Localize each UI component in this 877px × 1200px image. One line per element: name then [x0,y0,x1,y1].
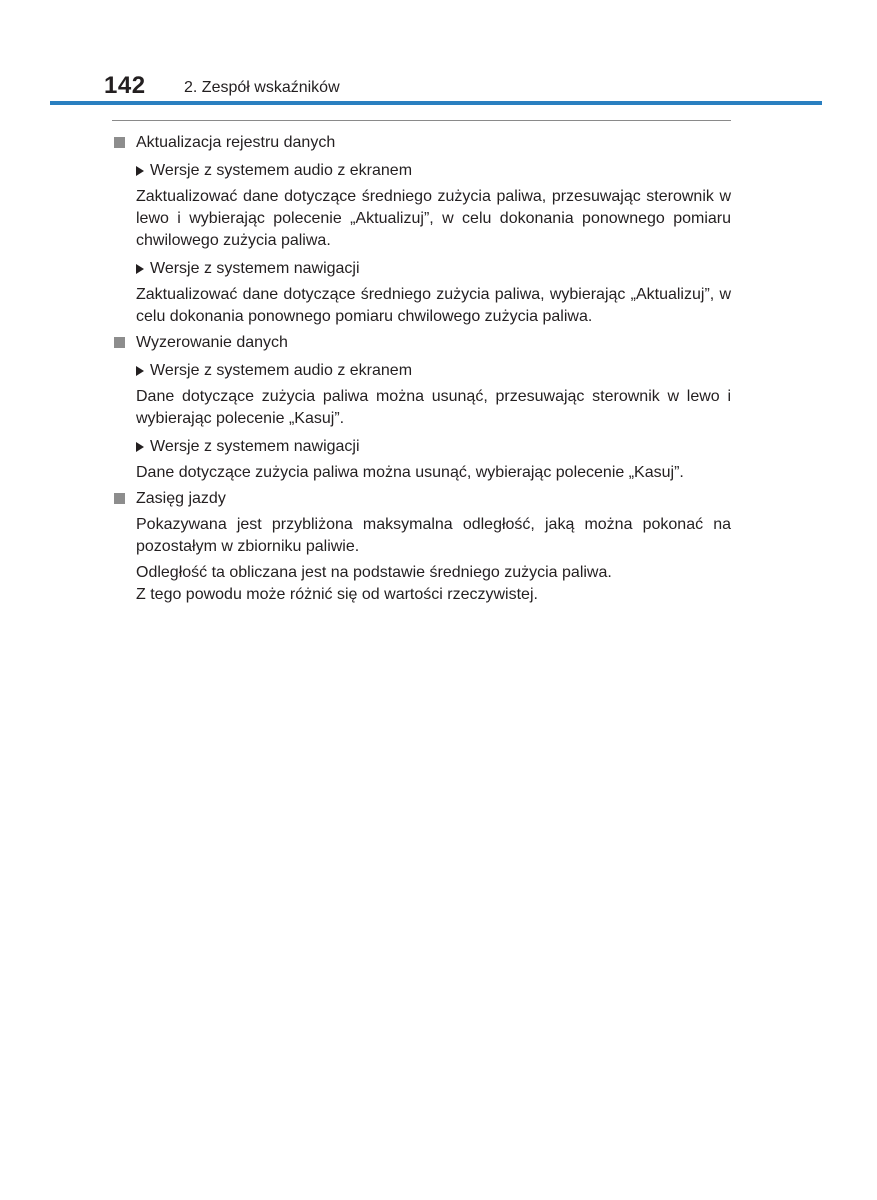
chapter-title: 2. Zespół wskaźników [184,79,340,96]
paragraph: Zaktualizować dane dotyczące średniego zużycia paliwa, przesuwając sterownik w lewo i wybierając polecenie „Aktualizuj”, w celu dokonania ponownego pomiaru chwilowego zużycia paliwa. [136,188,731,249]
sub-item-audio [112,160,731,182]
section-heading-aktualizacja [112,132,731,154]
section-heading-text: Zasięg jazdy [136,490,226,507]
page-number: 142 [104,72,146,99]
sub-item-navigation [112,258,731,280]
section-heading-text: Aktualizacja rejestru danych [136,134,336,151]
section-heading-text: Wyzerowanie danych [136,334,288,351]
sub-item-label: Wersje z systemem nawigacji [150,260,360,277]
square-bullet-icon [114,337,125,348]
paragraph: Zaktualizować dane dotyczące średniego zużycia paliwa, wybierając „Aktualizuj”, w celu dokonania ponownego pomiaru chwilowego zużycia paliwa. [136,286,731,325]
section-heading-zasieg [112,488,731,510]
paragraph-line: Z tego powodu może różnić się od wartości rzeczywistej. [136,586,538,603]
page-content [112,128,731,606]
paragraph: Pokazywana jest przybliżona maksymalna odległość, jaką można pokonać na pozostałym w zbiorniku paliwie. [136,516,731,555]
paragraph: Dane dotyczące zużycia paliwa można usunąć, wybierając polecenie „Kasuj”. [136,464,684,481]
sub-item-audio [112,360,731,382]
sub-item-navigation [112,436,731,458]
section-heading-wyzerowanie [112,332,731,354]
paragraph [112,562,731,606]
sub-item-label: Wersje z systemem audio z ekranem [150,162,413,179]
sub-item-label: Wersje z systemem nawigacji [150,438,360,455]
section-divider [112,120,731,121]
header-rule [50,101,822,105]
square-bullet-icon [114,493,125,504]
triangle-bullet-icon [136,442,144,452]
page-header [0,0,877,110]
triangle-bullet-icon [136,166,144,176]
paragraph: Dane dotyczące zużycia paliwa można usunąć, przesuwając sterownik w lewo i wybierając polecenie „Kasuj”. [136,388,731,427]
square-bullet-icon [114,137,125,148]
paragraph-line: Odległość ta obliczana jest na podstawie średniego zużycia paliwa. [136,564,612,581]
triangle-bullet-icon [136,264,144,274]
sub-item-label: Wersje z systemem audio z ekranem [150,362,413,379]
triangle-bullet-icon [136,366,144,376]
